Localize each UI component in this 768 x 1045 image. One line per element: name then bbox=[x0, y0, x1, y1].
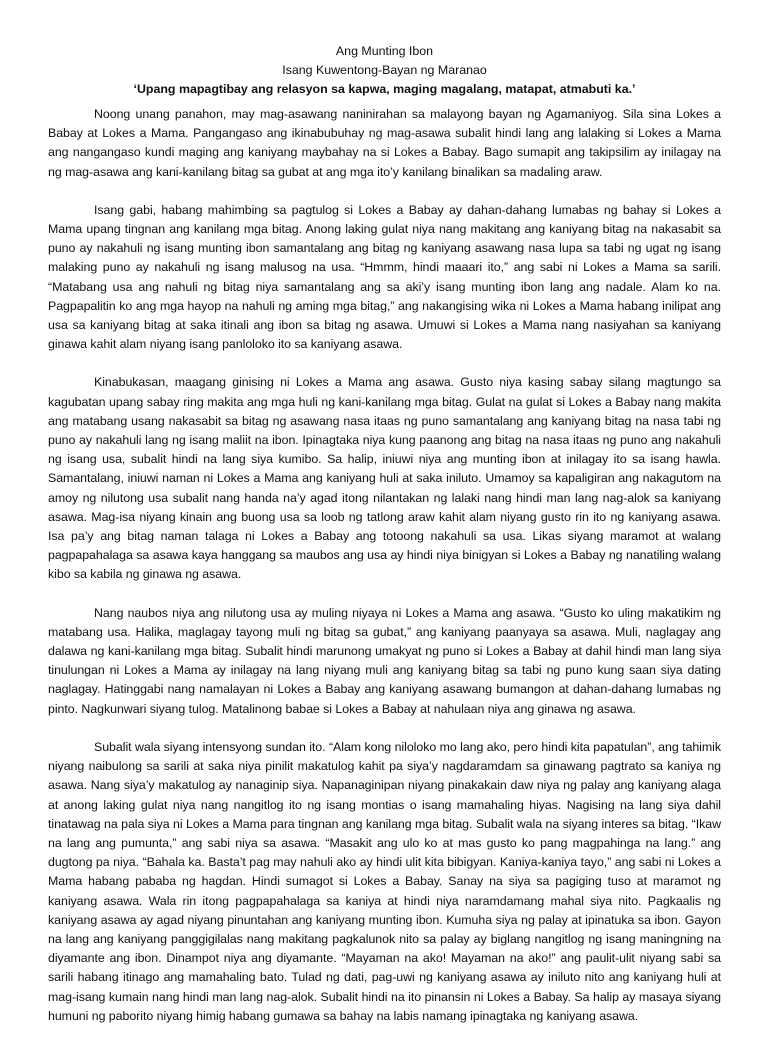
paragraph: Isang gabi, habang mahimbing sa pagtulog si Lokes a Babay ay dahan-dahang lumabas ng bahay si Lokes a Mama upang tingnan ang kanilang mga bitag. Anong laking gulat niya nang makitang ang kaniyang bitag na nakasabit sa puno ay nakahuli ng isang munting ibon samantalang ang bitag ng kaniyang asawang nasa lupa sa tabi ng ugat ng isang malaking puno ay nakahuli ng isang malusog na usa. “Hmmm, hindi maaari ito,” ang sabi ni Lokes a Mama sa sarili. “Matabang usa ang nahuli ng bitag niya samantalang ang sa aki’y isang munting ibon lang ang nadale. Alam ko na. Pagpapalitin ko ang mga hayop na nahuli ng aming mga bitag,” ang nakangising wika ni Lokes a Mama habang inilipat ang usa sa kaniyang bitag at saka itinali ang ibon sa bitag ng asawa. Umuwi si Lokes a Mama nang nasiyahan sa kaniyang ginawa kahit alam niyang isang panloloko ito sa kaniyang asawa. bbox=[48, 202, 721, 352]
story-motto: ‘Upang mapagtibay ang relasyon sa kapwa, maging magalang, matapat, atmabuti ka.’ bbox=[133, 82, 636, 96]
document-header bbox=[48, 42, 721, 99]
paragraph: Subalit wala siyang intensyong sundan ito. “Alam kong niloloko mo lang ako, pero hindi kita papatulan”, ang tahimik niyang naibulong sa sarili at saka niya pinilit makatulog kahit pa siya’y nagdaramdam sa ginawang pagtrato sa kaniya ng asawa. Nang siya’y makatulog ay nanaginip siya. Napanaginipan niyang pinakakain daw niya ng palay ang kaniyang alaga at anong laking gulat niya nang nangitlog ito ng isang montias o isang mamahaling hiyas. Nagising na lang siya dahil tinatawag na pala siya ni Lokes a Mama para tingnan ang kanilang mga bitag. Subalit wala na siyang interes sa bitag. “Ikaw na lang ang pumunta,” ang sabi niya sa asawa. “Masakit ang ulo ko at mas gusto ko pang magpahinga na lang.” ang dugtong pa niya. “Bahala ka. Basta’t pag may nahuli ako ay hindi ulit kita bibigyan. Kaniya-kaniya tayo,” ang sabi ni Lokes a Mama habang pababa ng hagdan. Hindi sumagot si Lokes a Babay. Sanay na siya sa pagiging tuso at maramot ng kaniyang asawa. Wala rin itong pagpapahalaga sa kaniya at hindi niya naramdamang mahal siya nito. Pagkaalis ng kaniyang asawa ay agad niyang pinuntahan ang kaniyang munting ibon. Kumuha siya ng palay at ipinatuka sa ibon. Gayon na lang ang kaniyang panggigilalas nang makitang pagkalunok nito sa palay ay biglang nangitlog ng isang maningning na diyamante ang ibon. Dinampot niya ang diyamante. “Mayaman na ako! Mayaman na ako!” ang paulit-ulit niyang sabi sa sarili habang itinago ang mamahaling bato. Tulad ng dati, pag-uwi ng kaniyang asawa ay iniluto nito ang kaniyang huli at mag-isang kumain nang hindi man lang nag-alok. Subalit hindi na ito pinansin ni Lokes a Babay. Sa halip ay masaya siyang humuni ng paborito niyang himig habang gumawa sa bahay na labis namang ipinagtaka ng kaniyang asawa. bbox=[48, 739, 721, 1023]
paragraph: Kinabukasan, maagang ginising ni Lokes a Mama ang asawa. Gusto niya kasing sabay silang magtungo sa kagubatan upang sabay ring makita ang mga huli ng kani-kanilang mga bitag. Gulat na gulat si Lokes a Babay nang makita ang matabang usang nakasabit sa bitag ng asawang nasa itaas ng puno samantalang ang kaniyang bitag na nasa tabi ng puno ay nakahuli lang ng isang maliit na ibon. Ipinagtaka niya kung paanong ang bitag na nasa itaas ng puno ang nakahuli ng isang usa, subalit hindi na lang siya kumibo. Sa halip, iniuwi niya ang munting ibon at inilagay ito sa isang hawla. Samantalang, iniuwi naman ni Lokes a Mama ang kaniyang huli at saka iniluto. Umamoy sa kapaligiran ang nakagutom na amoy ng nilutong usa subalit nang handa na’y agad itong nilantakan ng lalaki nang hindi man lang nag-alok sa kaniyang asawa. Mag-isa niyang kinain ang buong usa sa loob ng tatlong araw kahit alam niyang gusto rin ito ng kaniyang asawa. Isa pa’y ang bitag naman talaga ni Lokes a Babay ang totoong nakahuli sa usa. Likas siyang maramot at walang pagpapahalaga sa asawa kaya hanggang sa maubos ang usa ay hindi niya binigyan si Lokes a Babay ng nanatiling walang kibo sa kabila ng ginawa ng asawa. bbox=[48, 375, 721, 582]
document-page bbox=[48, 42, 721, 1045]
paragraph: Nang naubos niya ang nilutong usa ay muling niyaya ni Lokes a Mama ang asawa. “Gusto ko uling makatikim ng matabang usa. Halika, maglagay tayong muli ng bitag sa gubat,” ang kaniyang paanyaya sa asawa. Muli, naglagay ang dalawa ng kani-kanilang mga bitag. Subalit hindi marunong umakyat ng puno si Lokes a Babay at dahil hindi man lang siya tinulungan ni Lokes a Mama ay inilagay na lang niyang muli ang kaniyang bitag sa tabi ng puno kung saan siya dating naglagay. Hatinggabi nang namalayan ni Lokes a Babay ang kaniyang asawang bumangon at dahan-dahang lumabas ng pinto. Nagkunwari siyang tulog. Matalinong babae si Lokes a Babay at nahulaan niya ang ginawa ng asawa. bbox=[48, 605, 721, 716]
story-title: Ang Munting Ibon bbox=[335, 44, 434, 58]
paragraph: Noong unang panahon, may mag-asawang naninirahan sa malayong bayan ng Agamaniyog. Sila sina Lokes a Babay at Lokes a Mama. Pangangaso ang ikinabubuhay ng mag-asawa subalit hindi lang ang lalaking si Lokes a Mama ang nangangaso kundi maging ang kaniyang maybahay na si Lokes a Babay. Bago sumapit ang takipsilim ay inilagay na ng mag-asawa ang kani-kanilang bitag sa gubat at ang mga ito’y kanilang binalikan sa madaling araw. bbox=[48, 107, 721, 179]
story-subtitle: Isang Kuwentong-Bayan ng Maranao bbox=[282, 63, 487, 77]
